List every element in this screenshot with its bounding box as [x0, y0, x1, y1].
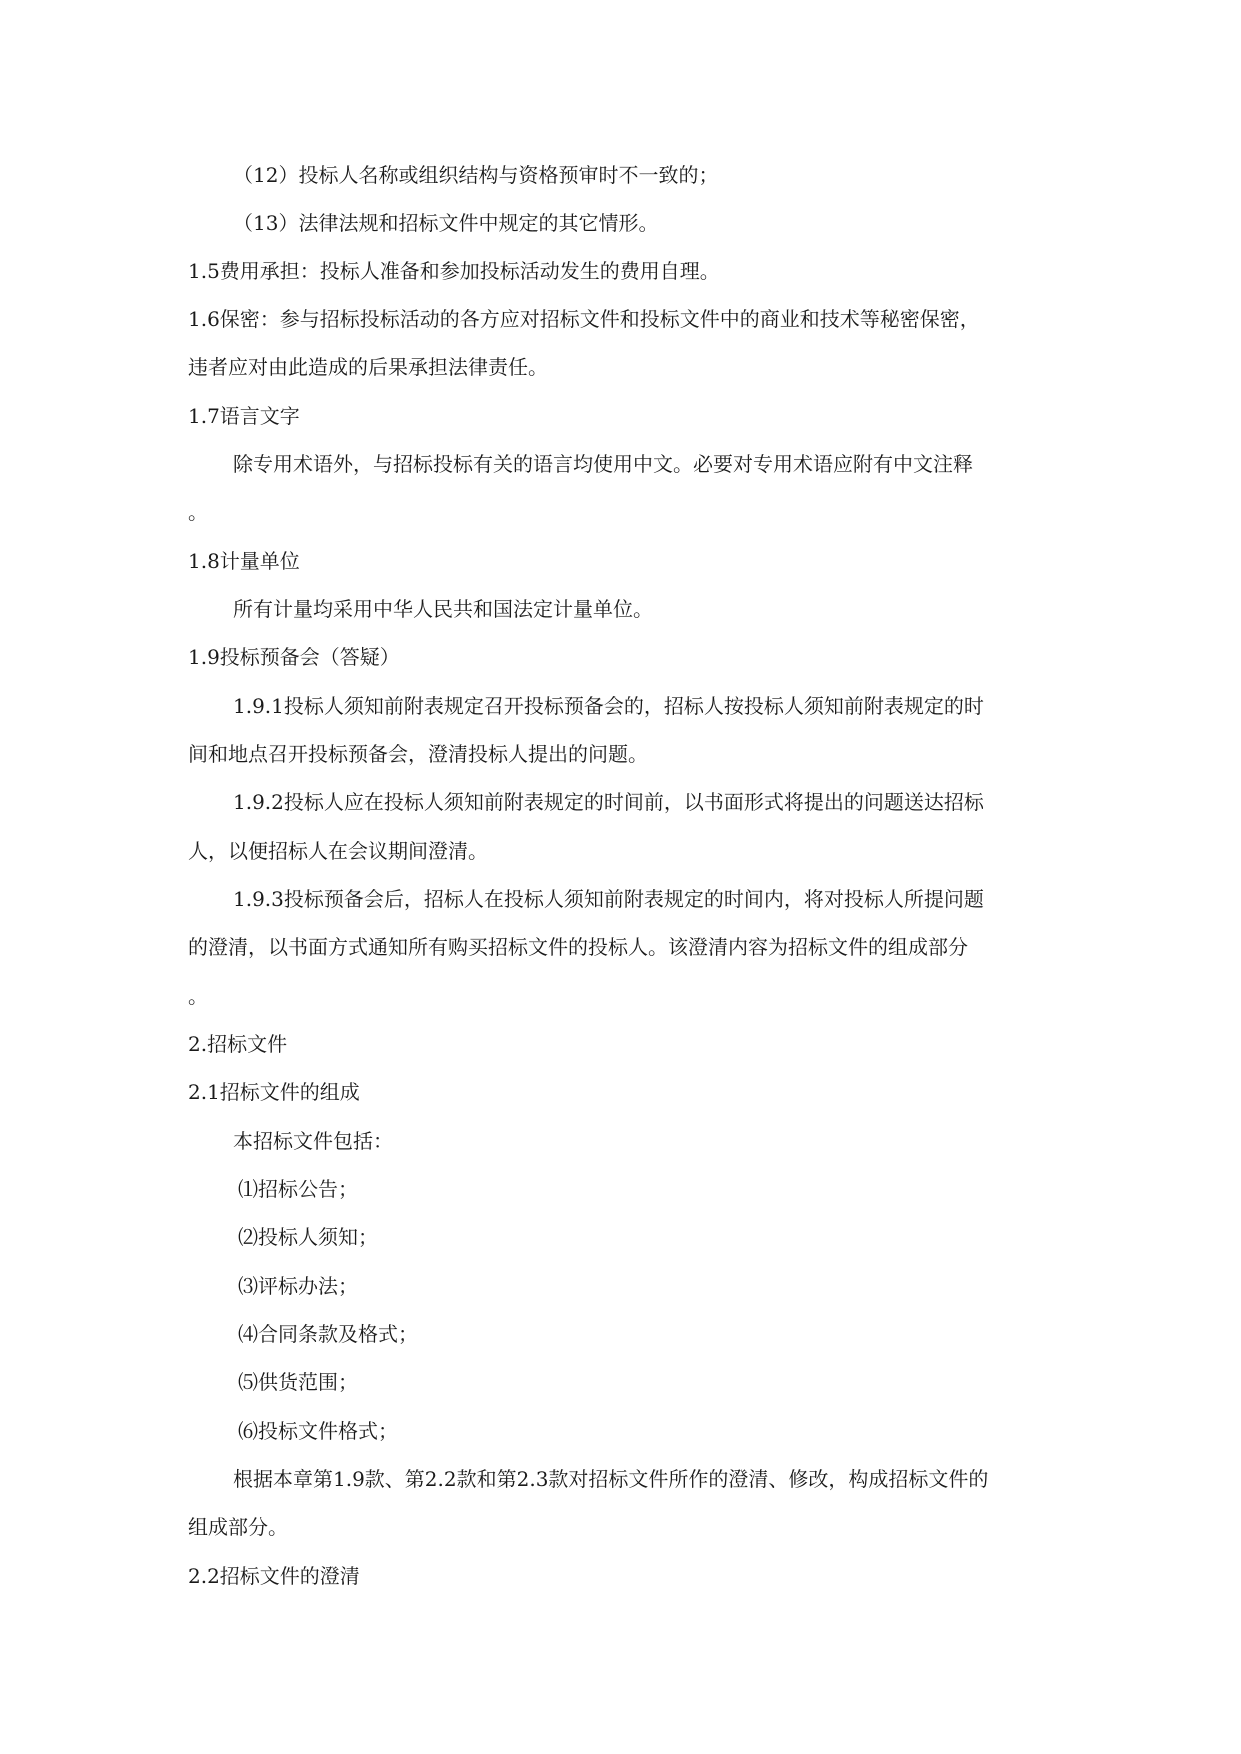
- section-2-1-heading: 2.1招标文件的组成: [188, 1080, 360, 1104]
- list-item-4: ⑷合同条款及格式；: [238, 1322, 418, 1346]
- paragraph-includes: 本招标文件包括：: [233, 1129, 393, 1153]
- section-1-6: 1.6保密：参与招标投标活动的各方应对招标文件和投标文件中的商业和技术等秘密保密，: [188, 307, 980, 331]
- paragraph-clarification: 根据本章第1.9款、第2.2款和第2.3款对招标文件所作的澄清、修改，构成招标文件的: [233, 1467, 989, 1491]
- list-item-3: ⑶评标办法；: [238, 1274, 358, 1298]
- clause-1-9-3-cont: 的澄清，以书面方式通知所有购买招标文件的投标人。该澄清内容为招标文件的组成部分: [188, 935, 968, 959]
- paragraph-language: 除专用术语外，与招标投标有关的语言均使用中文。必要对专用术语应附有中文注释: [233, 452, 973, 476]
- section-1-9-heading: 1.9投标预备会（答疑）: [188, 645, 400, 669]
- list-item-6: ⑹投标文件格式；: [238, 1419, 398, 1443]
- paragraph-language-end: 。: [188, 500, 208, 524]
- clause-1-9-3: 1.9.3投标预备会后，招标人在投标人须知前附表规定的时间内，将对投标人所提问题: [233, 887, 984, 911]
- clause-13: （13）法律法规和招标文件中规定的其它情形。: [233, 211, 659, 235]
- clause-1-9-2-cont: 人，以便招标人在会议期间澄清。: [188, 839, 488, 863]
- paragraph-units: 所有计量均采用中华人民共和国法定计量单位。: [233, 597, 653, 621]
- list-item-1: ⑴招标公告；: [238, 1177, 358, 1201]
- section-1-7-heading: 1.7语言文字: [188, 404, 300, 428]
- clause-12: （12）投标人名称或组织结构与资格预审时不一致的；: [233, 163, 719, 187]
- clause-1-9-1: 1.9.1投标人须知前附表规定召开投标预备会的，招标人按投标人须知前附表规定的时: [233, 694, 984, 718]
- section-1-8-heading: 1.8计量单位: [188, 549, 300, 573]
- list-item-5: ⑸供货范围；: [238, 1370, 358, 1394]
- clause-1-9-1-cont: 间和地点召开投标预备会，澄清投标人提出的问题。: [188, 742, 648, 766]
- section-1-5: 1.5费用承担：投标人准备和参加投标活动发生的费用自理。: [188, 259, 720, 283]
- section-2-2-heading: 2.2招标文件的澄清: [188, 1564, 360, 1588]
- list-item-2: ⑵投标人须知；: [238, 1225, 378, 1249]
- paragraph-clarification-cont: 组成部分。: [188, 1515, 288, 1539]
- clause-1-9-2: 1.9.2投标人应在投标人须知前附表规定的时间前，以书面形式将提出的问题送达招标: [233, 790, 984, 814]
- section-1-6-cont: 违者应对由此造成的后果承担法律责任。: [188, 355, 548, 379]
- section-2-heading: 2.招标文件: [188, 1032, 288, 1056]
- clause-1-9-3-end: 。: [188, 984, 208, 1008]
